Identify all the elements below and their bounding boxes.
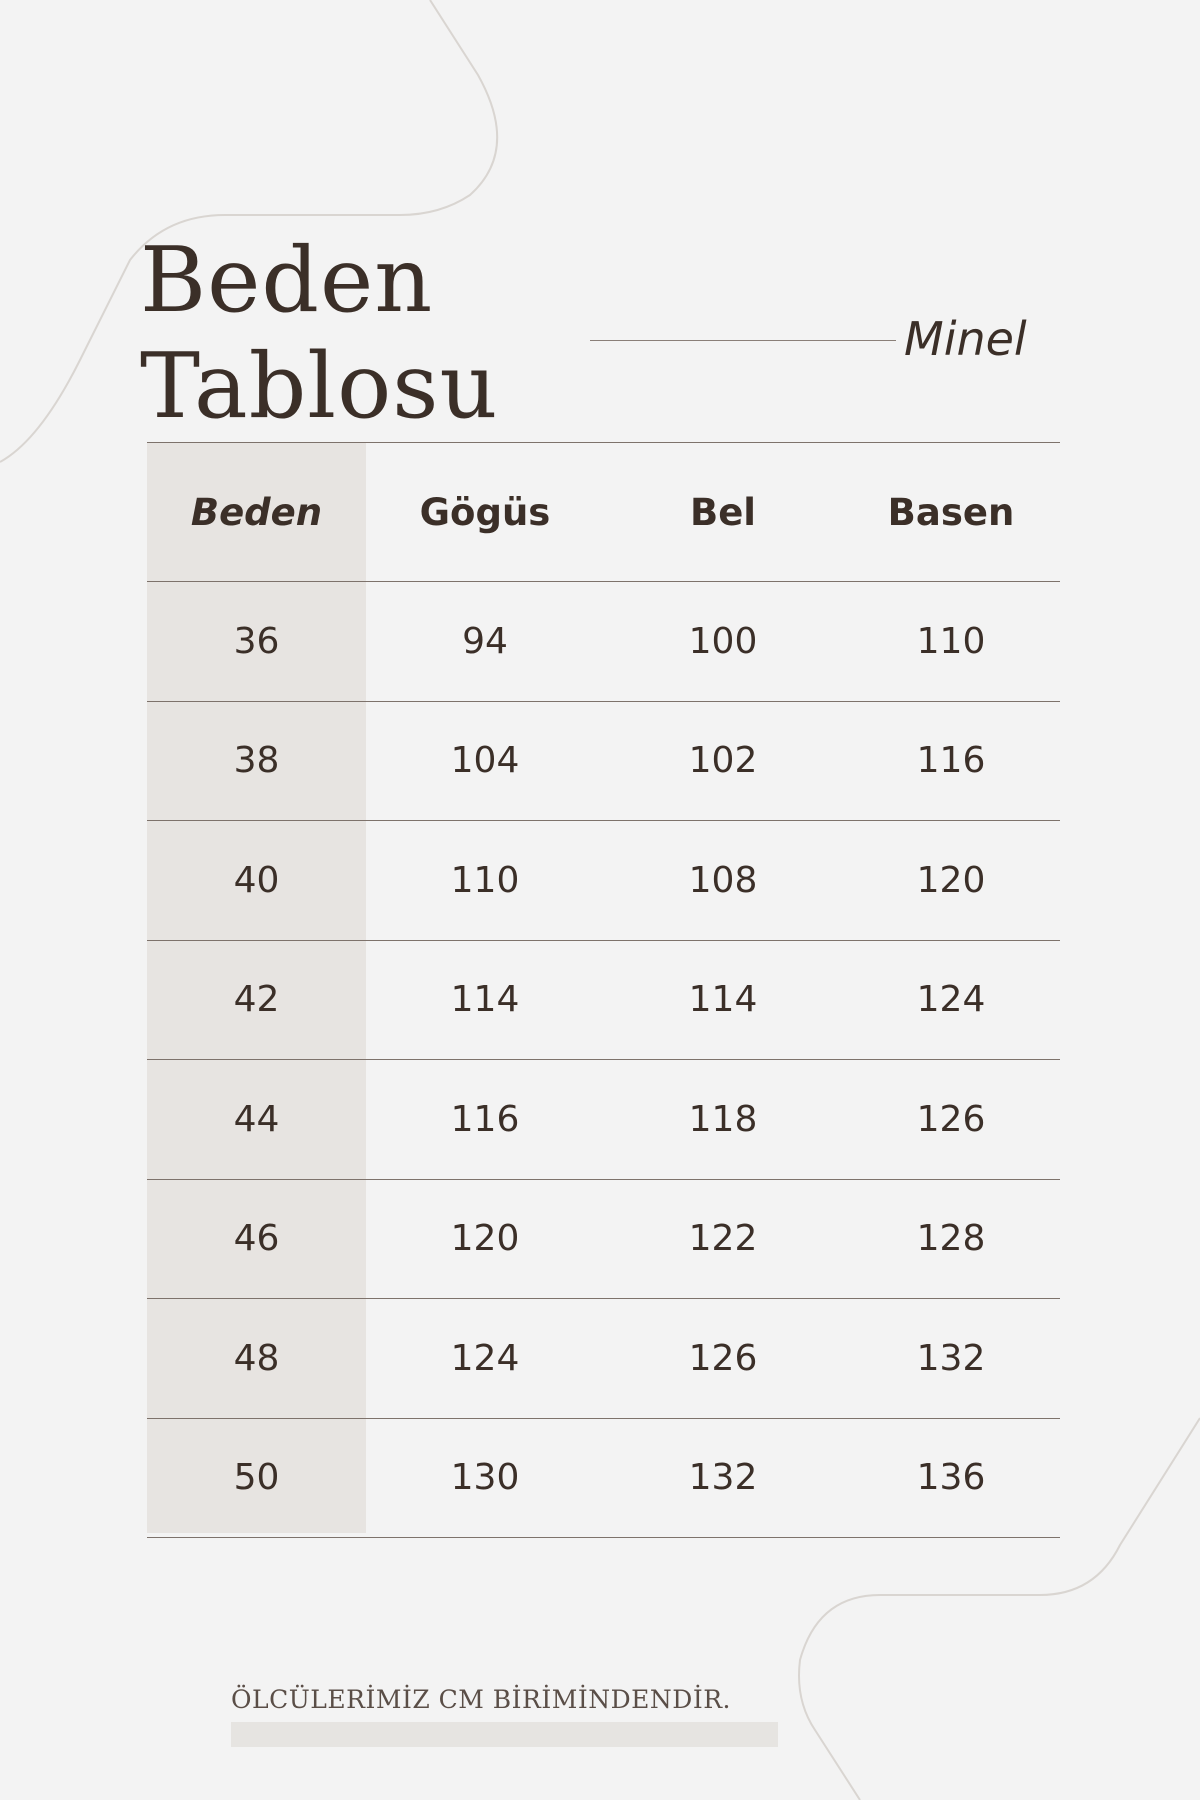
cell-size: 36 [147, 582, 366, 702]
cell-basen: 136 [842, 1418, 1060, 1538]
cell-basen: 110 [842, 582, 1060, 702]
size-table-container [147, 442, 1060, 1538]
cell-gogus: 94 [366, 582, 604, 702]
table-row [147, 582, 1060, 702]
cell-gogus: 104 [366, 701, 604, 821]
table-row [147, 1179, 1060, 1299]
cell-gogus: 110 [366, 821, 604, 941]
cell-basen: 116 [842, 701, 1060, 821]
cell-gogus: 120 [366, 1179, 604, 1299]
header-beden: Beden [147, 443, 366, 582]
header-basen: Basen [842, 443, 1060, 582]
measurement-unit-note: ÖLCÜLERİMİZ CM BİRİMİNDENDİR. [231, 1685, 731, 1714]
table-row [147, 1418, 1060, 1538]
footer-bar [231, 1722, 778, 1747]
cell-bel: 108 [604, 821, 842, 941]
cell-size: 38 [147, 701, 366, 821]
cell-basen: 124 [842, 940, 1060, 1060]
table-row [147, 1299, 1060, 1419]
header-gogus: Gögüs [366, 443, 604, 582]
cell-bel: 100 [604, 582, 842, 702]
cell-gogus: 116 [366, 1060, 604, 1180]
table-row [147, 940, 1060, 1060]
brand-divider [590, 340, 896, 341]
table-row [147, 701, 1060, 821]
cell-bel: 132 [604, 1418, 842, 1538]
cell-basen: 132 [842, 1299, 1060, 1419]
table-row [147, 1060, 1060, 1180]
cell-basen: 126 [842, 1060, 1060, 1180]
cell-gogus: 130 [366, 1418, 604, 1538]
cell-size: 44 [147, 1060, 366, 1180]
title-line-2: Tablosu [140, 334, 499, 439]
cell-bel: 102 [604, 701, 842, 821]
table-header-row [147, 443, 1060, 582]
cell-gogus: 114 [366, 940, 604, 1060]
header-bel: Bel [604, 443, 842, 582]
cell-bel: 122 [604, 1179, 842, 1299]
cell-basen: 120 [842, 821, 1060, 941]
cell-bel: 126 [604, 1299, 842, 1419]
title-line-1: Beden [140, 228, 434, 333]
brand-name: Minel [904, 312, 1027, 366]
table-row [147, 821, 1060, 941]
cell-gogus: 124 [366, 1299, 604, 1419]
cell-size: 50 [147, 1418, 366, 1538]
cell-size: 40 [147, 821, 366, 941]
cell-size: 46 [147, 1179, 366, 1299]
cell-size: 48 [147, 1299, 366, 1419]
cell-basen: 128 [842, 1179, 1060, 1299]
size-table [147, 442, 1060, 1538]
cell-size: 42 [147, 940, 366, 1060]
cell-bel: 118 [604, 1060, 842, 1180]
cell-bel: 114 [604, 940, 842, 1060]
page-title [140, 228, 498, 440]
